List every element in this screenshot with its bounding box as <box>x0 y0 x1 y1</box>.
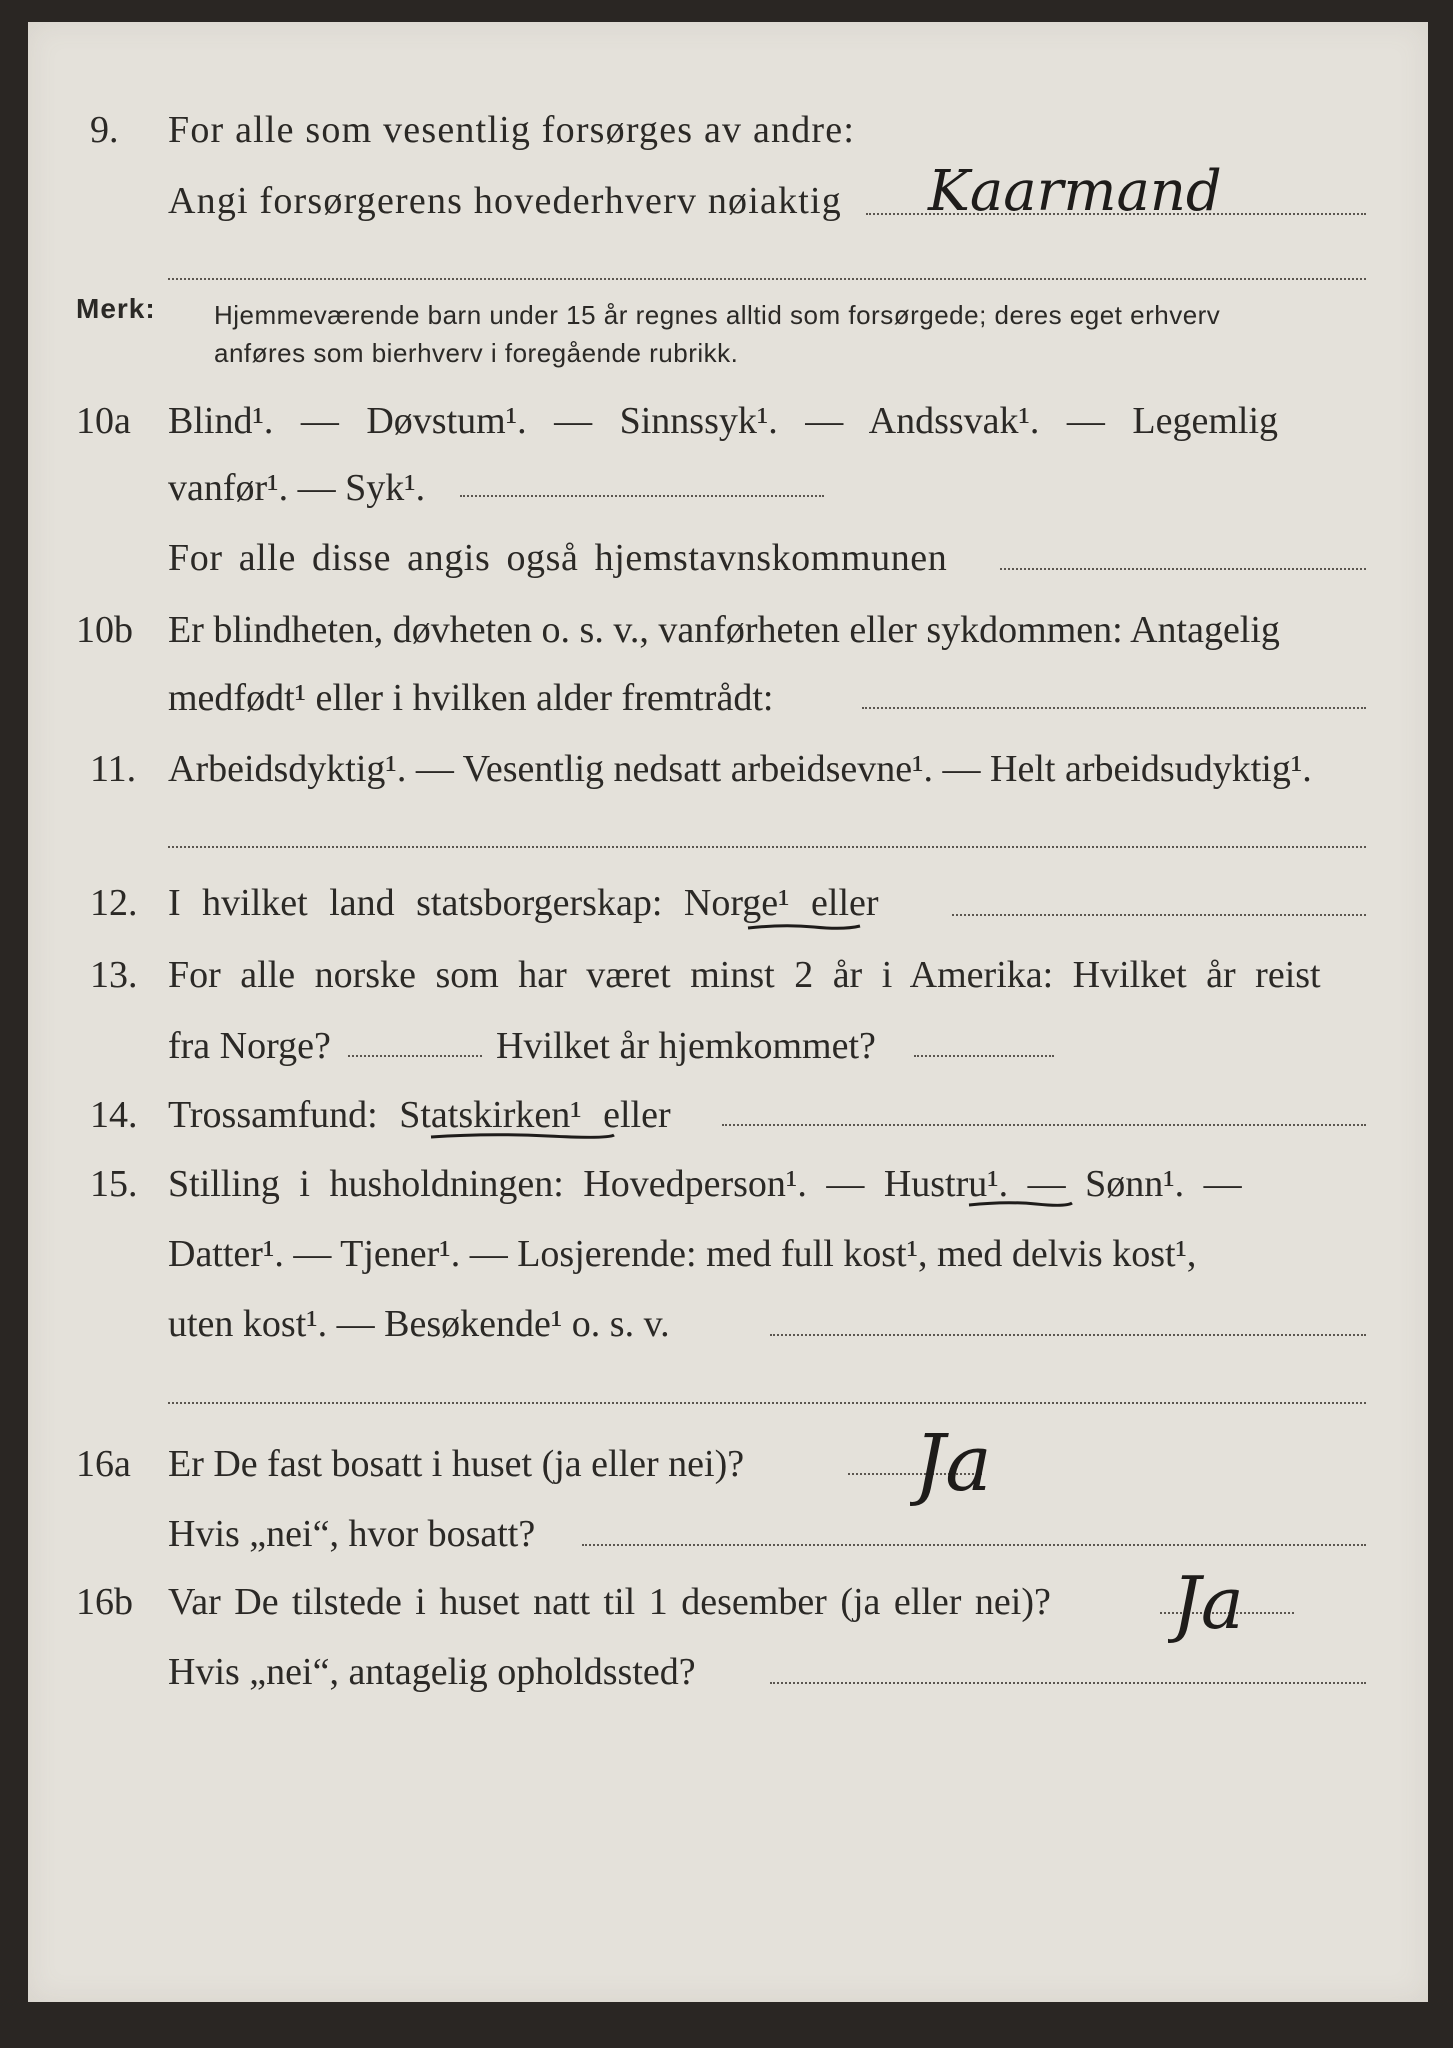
q10a-line1: Blind¹. — Døvstum¹. — Sinnssyk¹. — Andssvak¹. — Legemlig <box>168 400 1279 442</box>
q13-line2a: fra Norge? <box>168 1025 331 1067</box>
q9-line2: Angi forsørgerens hovederhverv nøiaktig <box>168 180 842 222</box>
q16a-answer-text: Ja <box>914 1419 992 1509</box>
q14-statskirken-underline <box>428 1128 618 1146</box>
q10b-number: 10b <box>76 609 133 651</box>
q10a-syk-line <box>460 495 824 497</box>
q14-trossamfund-line <box>722 1124 1366 1126</box>
q16b-answer-handwriting <box>1168 1552 1318 1682</box>
q15-line2: Datter¹. — Tjener¹. — Losjerende: med full kost¹, med delvis kost¹, <box>168 1233 1197 1275</box>
q11-answer-line <box>168 846 1366 848</box>
q10b-line1: Er blindheten, døvheten o. s. v., vanførheten eller sykdommen: Antagelig <box>168 609 1280 651</box>
q9-answer-handwriting <box>920 146 1250 236</box>
q13-hjemkommet-line <box>914 1055 1054 1057</box>
q10a-number: 10a <box>76 400 131 442</box>
q9-extra-line <box>168 278 1366 280</box>
q16b-line1: Var De tilstede i huset natt til 1 desember (ja eller nei)? <box>168 1581 1051 1623</box>
q10a-line2: vanfør¹. — Syk¹. <box>168 467 426 509</box>
q11-line1: Arbeidsdyktig¹. — Vesentlig nedsatt arbeidsevne¹. — Helt arbeidsudyktig¹. <box>168 748 1312 790</box>
q16a-answer-handwriting <box>910 1410 1060 1560</box>
q13-number: 13. <box>90 954 138 996</box>
q10a-hjemstavn-line <box>1000 568 1366 570</box>
q16b-line2: Hvis „nei“, antagelig opholdssted? <box>168 1651 696 1693</box>
q16b-answer-text: Ja <box>1172 1561 1244 1645</box>
q15-line1: Stilling i husholdningen: Hovedperson¹. — Hustru¹. — Sønn¹. — <box>168 1163 1242 1205</box>
merk-label: Merk: <box>76 293 156 324</box>
q14-number: 14. <box>90 1094 138 1136</box>
q13-line2b: Hvilket år hjemkommet? <box>496 1025 876 1067</box>
q16a-bosatt-line <box>582 1544 1366 1546</box>
merk-line2: anføres som bierhverv i foregående rubrikk. <box>214 338 739 368</box>
q15-line3: uten kost¹. — Besøkende¹ o. s. v. <box>168 1303 670 1345</box>
q15-stilling-line <box>770 1334 1366 1336</box>
q9-number: 9. <box>90 109 119 151</box>
q16a-number: 16a <box>76 1443 131 1485</box>
q12-norge-underline <box>744 918 864 938</box>
q13-reist-line <box>348 1055 482 1057</box>
q12-number: 12. <box>90 882 138 924</box>
q16b-number: 16b <box>76 1581 133 1623</box>
q15-number: 15. <box>90 1163 138 1205</box>
q9-line1: For alle som vesentlig forsørges av andre: <box>168 109 856 151</box>
q10a-line3: For alle disse angis også hjemstavnskommunen <box>168 537 948 579</box>
q16a-line1: Er De fast bosatt i huset (ja eller nei)? <box>168 1443 745 1485</box>
q10b-line2: medfødt¹ eller i hvilken alder fremtrådt: <box>168 677 774 719</box>
q12-country-line <box>952 914 1366 916</box>
merk-line1: Hjemmeværende barn under 15 år regnes alltid som forsørgede; deres eget erhverv <box>214 300 1221 330</box>
q13-line1: For alle norske som har været minst 2 år i Amerika: Hvilket år reist <box>168 954 1321 996</box>
q16b-opholdssted-line <box>770 1682 1366 1684</box>
q15-hustru-underline <box>966 1196 1076 1214</box>
q15-extra-line <box>168 1402 1366 1404</box>
q11-number: 11. <box>90 748 137 790</box>
q12-line1: I hvilket land statsborgerskap: Norge¹ eller <box>168 882 879 924</box>
q9-answer-text: Kaarmand <box>928 159 1222 224</box>
q16a-line2: Hvis „nei“, hvor bosatt? <box>168 1513 536 1555</box>
q10b-alder-line <box>862 707 1366 709</box>
q14-line1: Trossamfund: Statskirken¹ eller <box>168 1094 671 1136</box>
